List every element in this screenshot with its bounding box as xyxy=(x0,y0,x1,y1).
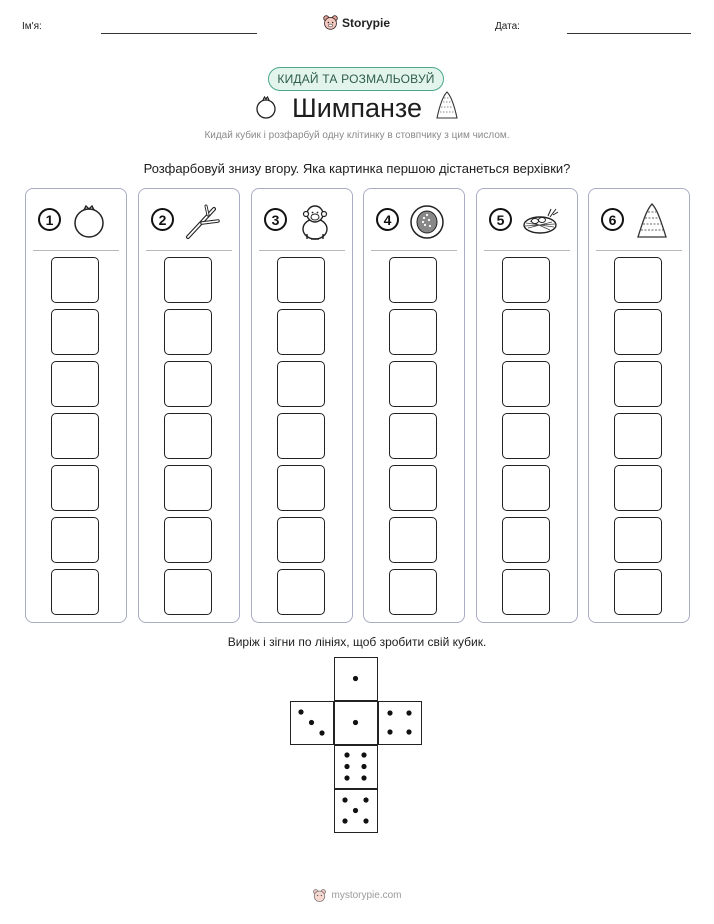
color-cell[interactable] xyxy=(51,569,99,615)
dice-face-1-center xyxy=(334,701,378,745)
color-cell[interactable] xyxy=(277,361,325,407)
color-cell[interactable] xyxy=(164,257,212,303)
color-cell[interactable] xyxy=(51,309,99,355)
color-cell[interactable] xyxy=(51,517,99,563)
color-cell[interactable] xyxy=(164,413,212,459)
color-cell[interactable] xyxy=(614,465,662,511)
color-cell[interactable] xyxy=(277,465,325,511)
color-cell[interactable] xyxy=(389,517,437,563)
dice-net xyxy=(290,657,426,837)
dice-face-6 xyxy=(334,745,378,789)
color-cell[interactable] xyxy=(51,361,99,407)
color-cell[interactable] xyxy=(389,361,437,407)
color-cell[interactable] xyxy=(389,413,437,459)
date-label: Дата: xyxy=(495,21,520,32)
instruction: Розфарбовуй знизу вгору. Яка картинка першою дістанеться верхівки? xyxy=(143,161,571,176)
brand-name: Storypie xyxy=(342,15,391,30)
color-cell[interactable] xyxy=(614,309,662,355)
termite-mound-icon xyxy=(632,201,672,241)
color-cell[interactable] xyxy=(277,413,325,459)
color-cell[interactable] xyxy=(164,361,212,407)
dice-face-1-top xyxy=(334,657,378,701)
column-divider xyxy=(146,250,232,251)
column-number: 2 xyxy=(151,208,174,231)
color-cell[interactable] xyxy=(277,309,325,355)
cut-instruction: Виріж і зігни по лініях, щоб зробити свій кубик. xyxy=(227,635,487,649)
termite-mound-title-icon xyxy=(433,90,461,122)
activity-tag: КИДАЙ ТА РОЗМАЛЬОВУЙ xyxy=(268,67,444,91)
chimpanzee-icon xyxy=(295,201,335,241)
color-cell[interactable] xyxy=(502,413,550,459)
color-cell[interactable] xyxy=(51,257,99,303)
column-number: 6 xyxy=(601,208,624,231)
color-cell[interactable] xyxy=(502,517,550,563)
bear-logo-icon xyxy=(322,14,339,31)
column-3 xyxy=(251,188,353,623)
color-cell[interactable] xyxy=(51,413,99,459)
color-cell[interactable] xyxy=(502,361,550,407)
column-5 xyxy=(476,188,578,623)
color-cell[interactable] xyxy=(277,569,325,615)
color-cell[interactable] xyxy=(164,309,212,355)
column-6 xyxy=(588,188,690,623)
dice-face-5 xyxy=(334,789,378,833)
column-divider xyxy=(484,250,570,251)
color-cell[interactable] xyxy=(389,257,437,303)
color-cell[interactable] xyxy=(389,309,437,355)
column-divider xyxy=(596,250,682,251)
column-4 xyxy=(363,188,465,623)
fig-icon xyxy=(407,201,447,241)
column-number: 1 xyxy=(38,208,61,231)
nest-icon xyxy=(520,201,560,241)
color-cell[interactable] xyxy=(389,569,437,615)
color-cell[interactable] xyxy=(164,465,212,511)
color-cell[interactable] xyxy=(614,517,662,563)
color-cell[interactable] xyxy=(277,517,325,563)
name-label: Ім'я: xyxy=(22,21,42,32)
color-cell[interactable] xyxy=(614,413,662,459)
column-1 xyxy=(25,188,127,623)
color-cell[interactable] xyxy=(277,257,325,303)
color-cell[interactable] xyxy=(51,465,99,511)
color-cell[interactable] xyxy=(614,569,662,615)
brand-logo xyxy=(322,14,390,31)
page-title: Шимпанзе xyxy=(291,93,423,123)
date-line xyxy=(567,33,691,34)
bear-footer-icon xyxy=(312,888,327,903)
footer xyxy=(0,888,714,903)
footer-url: mystorypie.com xyxy=(331,890,402,901)
column-number: 4 xyxy=(376,208,399,231)
column-divider xyxy=(33,250,119,251)
color-cell[interactable] xyxy=(164,517,212,563)
column-2 xyxy=(138,188,240,623)
column-divider xyxy=(371,250,457,251)
color-cell[interactable] xyxy=(614,361,662,407)
color-cell[interactable] xyxy=(502,465,550,511)
subtitle: Кидай кубик і розфарбуй одну клітинку в стовпчику з цим числом. xyxy=(204,130,510,141)
column-number: 5 xyxy=(489,208,512,231)
column-number: 3 xyxy=(264,208,287,231)
color-cell[interactable] xyxy=(502,257,550,303)
dice-face-3 xyxy=(290,701,334,745)
column-divider xyxy=(259,250,345,251)
color-cell[interactable] xyxy=(164,569,212,615)
name-line xyxy=(101,33,257,34)
color-cell[interactable] xyxy=(614,257,662,303)
fruit-icon xyxy=(69,201,109,241)
stick-icon xyxy=(182,201,222,241)
color-cell[interactable] xyxy=(502,309,550,355)
color-cell[interactable] xyxy=(389,465,437,511)
dice-face-4 xyxy=(378,701,422,745)
color-cell[interactable] xyxy=(502,569,550,615)
